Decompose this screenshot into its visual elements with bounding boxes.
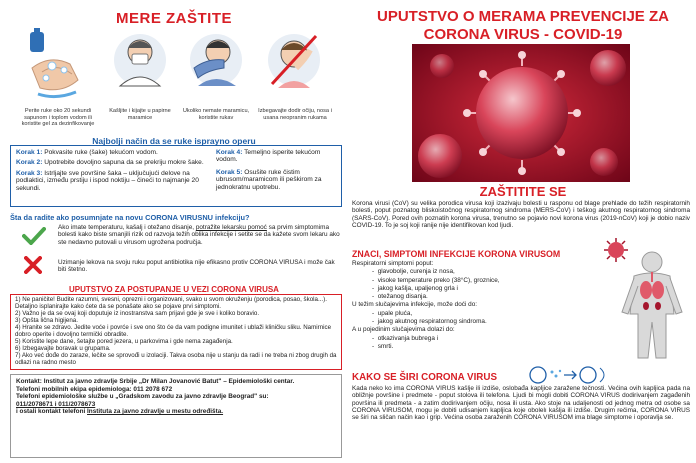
right-panel: [350, 0, 696, 463]
contact-institute: Kontakt: Institut za javno zdravlje Srbije „Dr Milan Jovanović Batut" – Epidemiološki centar.: [16, 378, 295, 385]
procedure-item: 4) Hranite se zdravo. Jedite voće i povrće i sve ono što će da vam podigne imunitet i ublaži kliničku sliku. Namirnice dobro operite i dovoljno termički obradite.: [15, 323, 332, 338]
some-cases-text: otkazivanja bubrega i: [377, 334, 439, 342]
procedure-item: 3) Opšta lična higijena.: [15, 316, 78, 324]
symptom-item: - otežanog disanja.: [372, 293, 428, 301]
severe-item: - upale pluća,: [372, 309, 413, 317]
contact-phone-numbers: 011/2078671 i 011/2078673: [16, 400, 96, 408]
step-1-text: Pokvasite ruke (šake) tekućom vodom.: [44, 149, 158, 156]
steps-left-column: [16, 149, 212, 192]
do-advice: [58, 224, 342, 246]
sleeve-cough-illustration: [188, 28, 244, 104]
main-title-line-1: UPUTSTVO O MERAMA PREVENCIJE ZA: [377, 8, 669, 25]
step-1: [16, 149, 212, 156]
some-cases-item: - smrti.: [372, 342, 394, 350]
symptom-item: - glavobolje, curenja iz nosa,: [372, 268, 455, 276]
intro-paragraph: Korona virusi (CoV) su velika porodica virusa koji izazivaju bolesti u rasponu od blage prehlade do težih respiratornih bolesti, poput poznatog bliskoistočnog respiratornog sindroma (MERS-CoV) i teškog akutnog respiratornog sindroma (SARS-CoV). Pored ovih poznatih korona virusa, trenutno se pojavio novi korona virus (2019-nCoV) koji je dobio naziv COVID-19. To je soj koji ranije nije identifikovan kod ljudi.: [352, 200, 690, 230]
procedure-item: 6) Izbegavajte boravak u grupama.: [15, 344, 111, 352]
contact-city-service: Telefoni epidemiološke službe u „Gradskom zavodu za javno zdravlje Beograd" su:: [16, 393, 269, 400]
handwash-steps-title: Najbolji način da se ruke isprayno operu: [92, 136, 256, 146]
contact-box: [10, 374, 342, 458]
procedure-item: 7) Ako već dođe do zaraze, lečite se sprovođi u izolaciji. Takva osoba nije u stanju da radi i ne treba ni zbog drugih da odlazi na radno mesto: [15, 351, 337, 366]
step-3: [16, 170, 212, 192]
no-face-touch-illustration: [266, 28, 322, 104]
step-5-label: Korak 5:: [216, 168, 243, 176]
symptom-text: visoke temperature preko (38°C), groznice,: [377, 276, 500, 284]
symptom-text: jakog kašlja, upaljenog grla i: [377, 284, 458, 292]
contact-other: [16, 408, 336, 416]
step-2-text: Upotrebite dovoljno sapuna da se prekriju mokre šake.: [44, 159, 204, 167]
severe-text: jakog akutnog respiratornog sindroma.: [377, 318, 487, 326]
procedure-item: 1) Ne paničite! Budite razumni, svesni, oprezni i organizovani, svako u svom okruženju (porodica, posao, škola...). Detaljno isplanirajte kako ćete da se ponašate ako se pojave prvi simptomi.: [15, 296, 327, 310]
step-3-label: Korak 3:: [16, 169, 43, 177]
symptom-text: glavobolje, curenja iz nosa,: [377, 268, 455, 276]
symptoms-intro: Respiratorni simptomi poput:: [352, 260, 434, 267]
spread-title: KAKO SE ŠIRI CORONA VIRUS: [352, 372, 497, 383]
suspect-infection-question: Šta da radite ako posumnjate na novu CORONA VIRUSNU infekciju?: [10, 213, 250, 222]
symptom-item: - jakog kašlja, upaljenog grla i: [372, 284, 458, 292]
procedure-item: 2) Važno je da se ovaj koji doputuje iz inostranstva sam prijavi gde je sve i koliko boravio.: [15, 309, 260, 317]
protection-title: MERE ZAŠTITE: [115, 10, 232, 27]
step-4: [216, 149, 338, 164]
step-4-text: Temeljno isperite tekućom vodom.: [216, 149, 321, 164]
seek-medical-help-link: potražite lekarsku pomoć: [195, 224, 267, 231]
procedure-item: 5) Koristite lepe dane, šetajte pored jezera, u parkovima i gde nema zagađenja.: [15, 337, 233, 345]
step-4-label: Korak 4:: [216, 149, 243, 156]
caption-no-touch: Izbegavajte dodir očiju, nosa i usana neopranim rukama: [258, 108, 332, 121]
cough-spread-illustration: [528, 364, 614, 386]
handwash-steps-box: [10, 145, 342, 207]
check-icon: [22, 227, 46, 245]
step-5-text: Osušite ruke čistim ubrusom/maramicom ili peškirom za jednokratnu upotrebu.: [216, 168, 322, 191]
sneeze-tissue-illustration: [112, 28, 168, 104]
procedure-box: [10, 294, 342, 370]
main-title-line-2: CORONA VIRUS - COVID-19: [423, 26, 623, 43]
handwash-illustration: [22, 28, 92, 104]
symptom-text: otežanog disanja.: [377, 293, 428, 301]
contact-mobile-teams: Telefoni mobilnih ekipa epidemiologa: 011 2078 672: [16, 385, 173, 393]
coronavirus-image: [412, 44, 630, 182]
contact-other-b: Instituta za javno zdravlje u mestu određišta.: [87, 408, 224, 415]
dont-advice: Uzimanje lekova na svoju ruku poput antibiotika nije efikasno protiv CORONA VIRUSA i može čak biti štetno.: [58, 259, 335, 274]
severe-item: - jakog akutnog respiratornog sindroma.: [372, 318, 487, 326]
some-cases-text: smrti.: [377, 342, 394, 350]
do-advice-a: Ako imate temperaturu, kašalj i otežano disanje,: [58, 224, 196, 231]
contact-other-a: i ostali kontakt telefoni: [16, 408, 88, 415]
some-cases-item: - otkazivanja bubrega i: [372, 334, 439, 342]
protect-yourself-title: ZAŠTITITE SE: [479, 184, 567, 199]
do-advice-b: sa prvim simptomima bolesti kako biste smanjili rizik od razvoja težih oblika infekcije i setite se da kažete svom lekaru ako ste nedavno putovali u virusom ugrožena područja.: [58, 224, 340, 246]
step-5: [216, 169, 338, 191]
steps-right-column: [216, 149, 338, 191]
step-1-label: Korak 1:: [16, 149, 43, 156]
step-2: [16, 159, 212, 166]
cross-icon: [24, 256, 42, 274]
human-body-illustration: [612, 250, 692, 360]
caption-tissue: Kašljite i kijajte u papirne maramice: [109, 108, 171, 121]
spread-paragraph: Kada neko ko ima CORONA VIRUS kašlje ili izdiše, oslobađa kapljice zaražene tečnosti. Većina ovih kapljica pada na obližnje površine i predmete - poput stolova ili telefona. Ljudi bi mogli dobiti CORONA VIRUS dodirivanjem zagađenih površina ili predmeta - a zatim dodirivanjem očiju, nosa ili usta. Ako stoje na udaljenosti od jednog metra od osobe sa CORONA VIRUSOM, mogu je dobiti udisanjem kapljica koje obolelı kašlja ili izdiše. Drugim rečima, CORONA VIRUS se širi na sličan način kao i grip. Većina osoba zaraženih CORONA VIRUSOM ima blage simptome i oporavlja se.: [352, 385, 690, 422]
step-3-text: Istrljajte sve površine šaka – uključujući delove na podlaktici, između prstiju i ispod noktiju – čineći to najmanje 20 sekundi.: [16, 169, 199, 192]
some-cases-intro: A u pojedinim slučajevima dolazi do:: [352, 326, 455, 334]
severe-text: upale pluća,: [377, 309, 413, 317]
symptoms-list: [352, 260, 592, 351]
symptom-item: - visoke temperature preko (38°C), groznice,: [372, 276, 500, 284]
severe-intro: U težim slučajevima infekcije, može doći do:: [352, 301, 478, 309]
main-title: [350, 8, 696, 44]
symptoms-title: ZNACI, SIMPTOMI INFEKCIJE KORONA VIRUSOM: [352, 249, 561, 259]
step-2-label: Korak 2:: [16, 159, 43, 167]
caption-sleeve: Ukoliko nemate maramicu, koristite rukav: [182, 108, 250, 121]
caption-handwash: Perite ruke oko 20 sekundi sapunom i toplom vodom ili koristite gel za dezinfikovanje: [21, 108, 95, 127]
procedure-title: UPUTSTVO ZA POSTUPANJE U VEZI CORONA VIRUSA: [69, 285, 279, 294]
